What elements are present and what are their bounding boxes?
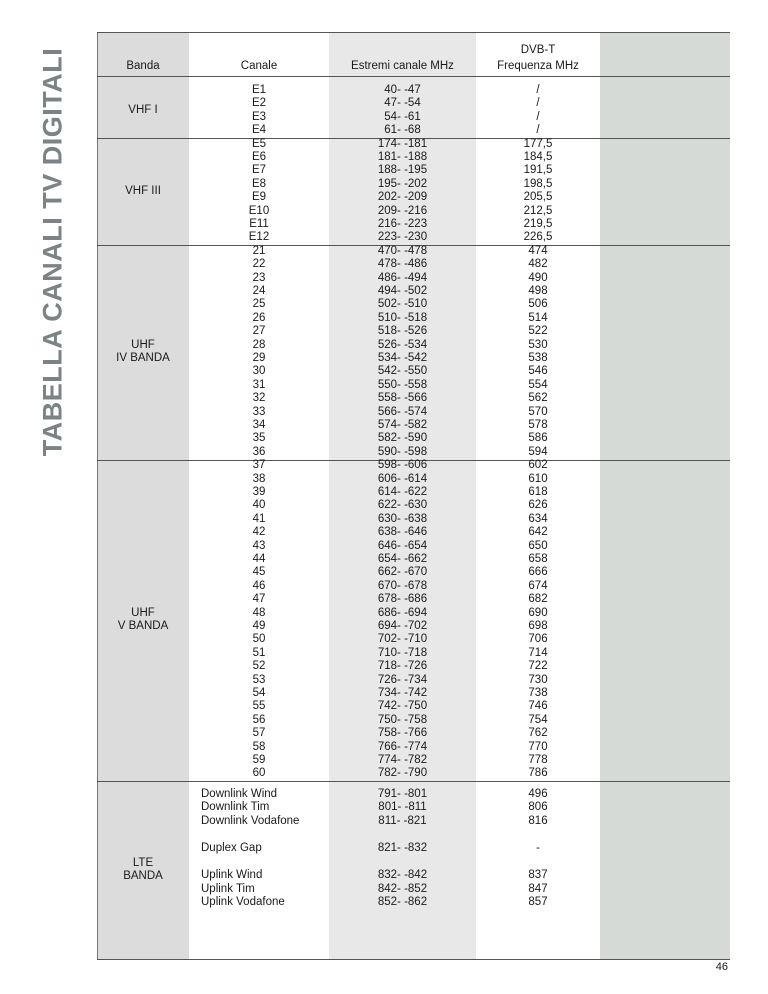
cell-canale: 30	[252, 365, 266, 378]
header-canale: Canale	[240, 60, 278, 72]
cell-canale: E9	[251, 191, 267, 204]
cell-frequenza: 618	[528, 486, 548, 498]
cell-canale: E7	[251, 164, 267, 177]
cell-frequenza: 746	[528, 700, 548, 713]
cell-estremi: 574- -582	[377, 419, 428, 431]
cell-estremi: 782- -790	[377, 767, 428, 780]
cell-estremi: 734- -742	[377, 687, 428, 699]
lte-canale: Duplex Gap	[201, 842, 262, 854]
cell-canale: 40	[252, 499, 266, 512]
cell-frequenza: 626	[528, 499, 548, 512]
cell-estremi: 566- -574	[377, 405, 428, 418]
cell-canale: 49	[252, 620, 266, 632]
cell-canale: E5	[251, 137, 267, 150]
cell-estremi: 40- -47	[384, 84, 421, 96]
cell-frequenza: 778	[528, 754, 548, 766]
header-estremi: Estremi canale MHz	[351, 60, 454, 72]
cell-canale: 58	[252, 740, 266, 753]
cell-frequenza: 184,5	[523, 151, 553, 163]
cell-estremi: 195- -202	[377, 177, 428, 190]
cell-estremi: 61- -68	[384, 124, 421, 137]
cell-canale: 31	[252, 378, 266, 391]
cell-frequenza: 219,5	[523, 218, 553, 230]
cell-frequenza: 698	[528, 620, 548, 632]
cell-frequenza: 546	[528, 365, 548, 378]
cell-canale: 60	[252, 767, 266, 780]
cell-frequenza: 786	[528, 767, 548, 780]
band-label-line: VHF III	[125, 184, 161, 197]
cell-frequenza: 610	[528, 472, 548, 485]
cell-frequenza: 682	[528, 593, 548, 606]
band-label	[97, 607, 189, 634]
cell-canale: E6	[251, 151, 267, 163]
cell-canale: 25	[252, 298, 266, 311]
cell-estremi: 662- -670	[377, 566, 428, 579]
cell-canale: 33	[252, 405, 266, 418]
cell-canale: 35	[252, 432, 266, 445]
cell-canale: 47	[252, 593, 266, 606]
cell-canale: 22	[252, 258, 266, 271]
cell-canale: 46	[252, 579, 266, 592]
cell-frequenza: 642	[528, 526, 548, 539]
cell-frequenza: 490	[528, 271, 548, 284]
cell-canale: 26	[252, 311, 266, 324]
cell-estremi: 832- -842	[377, 869, 428, 882]
cell-frequenza: 212,5	[523, 204, 553, 217]
cell-estremi: 678- -686	[377, 593, 428, 606]
cell-estremi: 774- -782	[377, 754, 428, 766]
cell-canale: 24	[252, 285, 266, 297]
cell-estremi: 654- -662	[377, 553, 428, 565]
cell-estremi: 209- -216	[377, 204, 428, 217]
cell-canale: 56	[252, 713, 266, 726]
lte-canale: Uplink Vodafone	[201, 896, 285, 909]
cell-canale: 44	[252, 553, 266, 565]
cell-frequenza: 730	[528, 673, 548, 686]
cell-canale: 53	[252, 673, 266, 686]
cell-frequenza: 706	[528, 633, 548, 646]
cell-canale: 42	[252, 526, 266, 539]
band-label	[97, 339, 189, 366]
cell-frequenza: 191,5	[523, 164, 553, 177]
cell-frequenza: 602	[528, 459, 548, 472]
cell-estremi: 686- -694	[377, 606, 428, 619]
column-extra	[600, 32, 730, 960]
cell-frequenza: 650	[528, 539, 548, 552]
band-label	[97, 185, 189, 198]
cell-estremi: 188- -195	[377, 164, 428, 177]
cell-estremi: 47- -54	[384, 97, 421, 110]
cell-frequenza: 205,5	[523, 191, 553, 204]
cell-estremi: 750- -758	[377, 713, 428, 726]
cell-estremi: 821- -832	[377, 842, 428, 854]
cell-frequenza: -	[536, 842, 540, 854]
band-label-line: IV BANDA	[116, 352, 170, 364]
cell-frequenza: 578	[528, 419, 548, 431]
cell-estremi: 216- -223	[377, 218, 428, 230]
cell-canale: 59	[252, 754, 266, 766]
table-bottom-border	[97, 959, 730, 960]
cell-estremi: 486- -494	[377, 271, 428, 284]
cell-frequenza: 816	[528, 814, 548, 827]
cell-frequenza: 634	[528, 512, 548, 525]
cell-estremi: 694- -702	[377, 620, 428, 632]
cell-estremi: 758- -766	[377, 727, 428, 740]
cell-frequenza: 594	[528, 445, 548, 458]
cell-estremi: 710- -718	[377, 646, 428, 659]
column-banda	[97, 32, 191, 960]
cell-frequenza: 474	[528, 244, 548, 257]
cell-canale: 51	[252, 646, 266, 659]
page-number: 46	[715, 961, 728, 973]
cell-frequenza: 514	[528, 311, 548, 324]
band-label-line: VHF I	[128, 104, 158, 117]
side-title: TABELLA CANALI TV DIGITALI	[37, 47, 68, 457]
cell-estremi: 470- -478	[377, 244, 428, 257]
cell-frequenza: /	[536, 97, 540, 110]
cell-estremi: 510- -518	[377, 311, 428, 324]
cell-frequenza: 570	[528, 405, 548, 418]
cell-frequenza: 837	[528, 869, 548, 882]
cell-estremi: 590- -598	[377, 445, 428, 458]
cell-estremi: 223- -230	[377, 231, 428, 244]
band-label-line: BANDA	[123, 870, 163, 883]
cell-estremi: 852- -862	[377, 896, 428, 909]
cell-frequenza: 690	[528, 606, 548, 619]
cell-canale: 52	[252, 660, 266, 673]
cell-estremi: 638- -646	[377, 526, 428, 539]
cell-estremi: 801- -811	[378, 801, 427, 814]
cell-canale: 45	[252, 566, 266, 579]
lte-canale: Downlink Wind	[201, 787, 278, 800]
cell-frequenza: 498	[528, 285, 548, 297]
cell-canale: E11	[249, 218, 269, 230]
cell-estremi: 622- -630	[377, 499, 428, 512]
lte-canale: Uplink Wind	[201, 869, 263, 882]
cell-canale: 34	[252, 419, 266, 431]
cell-canale: 48	[252, 606, 266, 619]
cell-estremi: 630- -638	[377, 512, 428, 525]
cell-estremi: 550- -558	[377, 378, 428, 391]
cell-frequenza: 674	[528, 579, 548, 592]
cell-canale: 55	[252, 700, 266, 713]
cell-canale: E12	[248, 231, 270, 244]
cell-canale: 32	[252, 392, 266, 405]
cell-estremi: 526- -534	[377, 338, 428, 351]
cell-estremi: 181- -188	[377, 151, 428, 163]
cell-frequenza: 177,5	[523, 137, 553, 150]
cell-estremi: 174- -181	[377, 137, 428, 150]
cell-canale: 21	[252, 244, 266, 257]
cell-canale: E10	[248, 204, 270, 217]
cell-estremi: 478- -486	[377, 258, 428, 271]
cell-frequenza: /	[536, 84, 540, 96]
cell-canale: 36	[252, 445, 266, 458]
cell-estremi: 791- -801	[377, 787, 428, 800]
cell-estremi: 742- -750	[377, 700, 428, 713]
cell-frequenza: 522	[528, 325, 548, 338]
cell-estremi: 534- -542	[377, 352, 428, 364]
cell-estremi: 582- -590	[377, 432, 428, 445]
band-label-line: UHF	[131, 606, 155, 619]
cell-estremi: 202- -209	[377, 191, 428, 204]
table-top-border	[97, 32, 730, 33]
lte-canale: Downlink Tim	[201, 801, 270, 814]
cell-canale: 43	[252, 539, 266, 552]
cell-frequenza: /	[536, 110, 540, 123]
header-dvbt: DVB-T	[520, 44, 556, 56]
lte-canale: Uplink Tim	[201, 882, 255, 895]
cell-estremi: 542- -550	[377, 365, 428, 378]
cell-frequenza: 538	[528, 352, 548, 364]
band-label-line: V BANDA	[117, 620, 169, 632]
cell-estremi: 502- -510	[377, 298, 428, 311]
cell-canale: E2	[251, 97, 267, 110]
cell-frequenza: 738	[528, 687, 548, 699]
header-banda: Banda	[126, 60, 160, 72]
cell-estremi: 726- -734	[377, 673, 428, 686]
cell-canale: 38	[252, 472, 266, 485]
cell-estremi: 558- -566	[377, 392, 428, 405]
cell-frequenza: 506	[528, 298, 548, 311]
cell-frequenza: 198,5	[523, 177, 553, 190]
cell-frequenza: 482	[528, 258, 548, 271]
cell-frequenza: 714	[528, 646, 548, 659]
cell-frequenza: 857	[528, 896, 548, 909]
cell-estremi: 518- -526	[377, 325, 428, 338]
cell-canale: E8	[251, 177, 267, 190]
cell-frequenza: 722	[528, 660, 548, 673]
cell-frequenza: 847	[528, 882, 548, 895]
cell-estremi: 494- -502	[377, 285, 428, 297]
header-divider	[97, 76, 730, 77]
band-label-line: LTE	[132, 857, 154, 869]
cell-canale: 50	[252, 633, 266, 646]
cell-canale: 27	[252, 325, 266, 338]
cell-frequenza: 562	[528, 392, 548, 405]
cell-frequenza: 496	[528, 787, 548, 800]
cell-estremi: 766- -774	[377, 740, 428, 753]
cell-frequenza: 658	[528, 553, 548, 565]
cell-canale: 39	[252, 486, 266, 498]
cell-estremi: 646- -654	[377, 539, 428, 552]
band-label	[97, 104, 189, 117]
cell-frequenza: 586	[528, 432, 548, 445]
cell-estremi: 598- -606	[377, 459, 428, 472]
cell-canale: E4	[251, 124, 267, 137]
cell-estremi: 811- -821	[378, 814, 427, 827]
cell-frequenza: 770	[528, 740, 548, 753]
cell-frequenza: /	[536, 124, 540, 137]
lte-canale: Downlink Vodafone	[201, 814, 300, 827]
cell-estremi: 614- -622	[377, 486, 428, 498]
cell-canale: 29	[252, 352, 266, 364]
cell-frequenza: 762	[528, 727, 548, 740]
cell-frequenza: 226,5	[523, 231, 553, 244]
cell-canale: 54	[252, 687, 266, 699]
cell-estremi: 702- -710	[377, 633, 428, 646]
band-label-line: UHF	[131, 338, 155, 351]
cell-frequenza: 754	[528, 713, 548, 726]
cell-canale: 28	[252, 338, 266, 351]
header-frequenza: Frequenza MHz	[497, 60, 579, 72]
channel-table	[97, 32, 730, 960]
cell-estremi: 54- -61	[384, 110, 421, 123]
cell-canale: E3	[251, 110, 267, 123]
cell-estremi: 842- -852	[377, 882, 428, 895]
cell-canale: 37	[252, 459, 266, 472]
cell-frequenza: 554	[528, 378, 548, 391]
cell-canale: 57	[252, 727, 266, 740]
cell-frequenza: 666	[528, 566, 548, 579]
cell-estremi: 670- -678	[377, 579, 428, 592]
cell-estremi: 718- -726	[377, 660, 428, 673]
cell-canale: 41	[252, 512, 266, 525]
cell-canale: 23	[252, 271, 266, 284]
cell-frequenza: 806	[528, 801, 548, 814]
cell-estremi: 606- -614	[377, 472, 428, 485]
cell-frequenza: 530	[528, 338, 548, 351]
cell-canale: E1	[251, 84, 267, 96]
band-label	[97, 857, 189, 884]
band-divider	[97, 781, 730, 782]
